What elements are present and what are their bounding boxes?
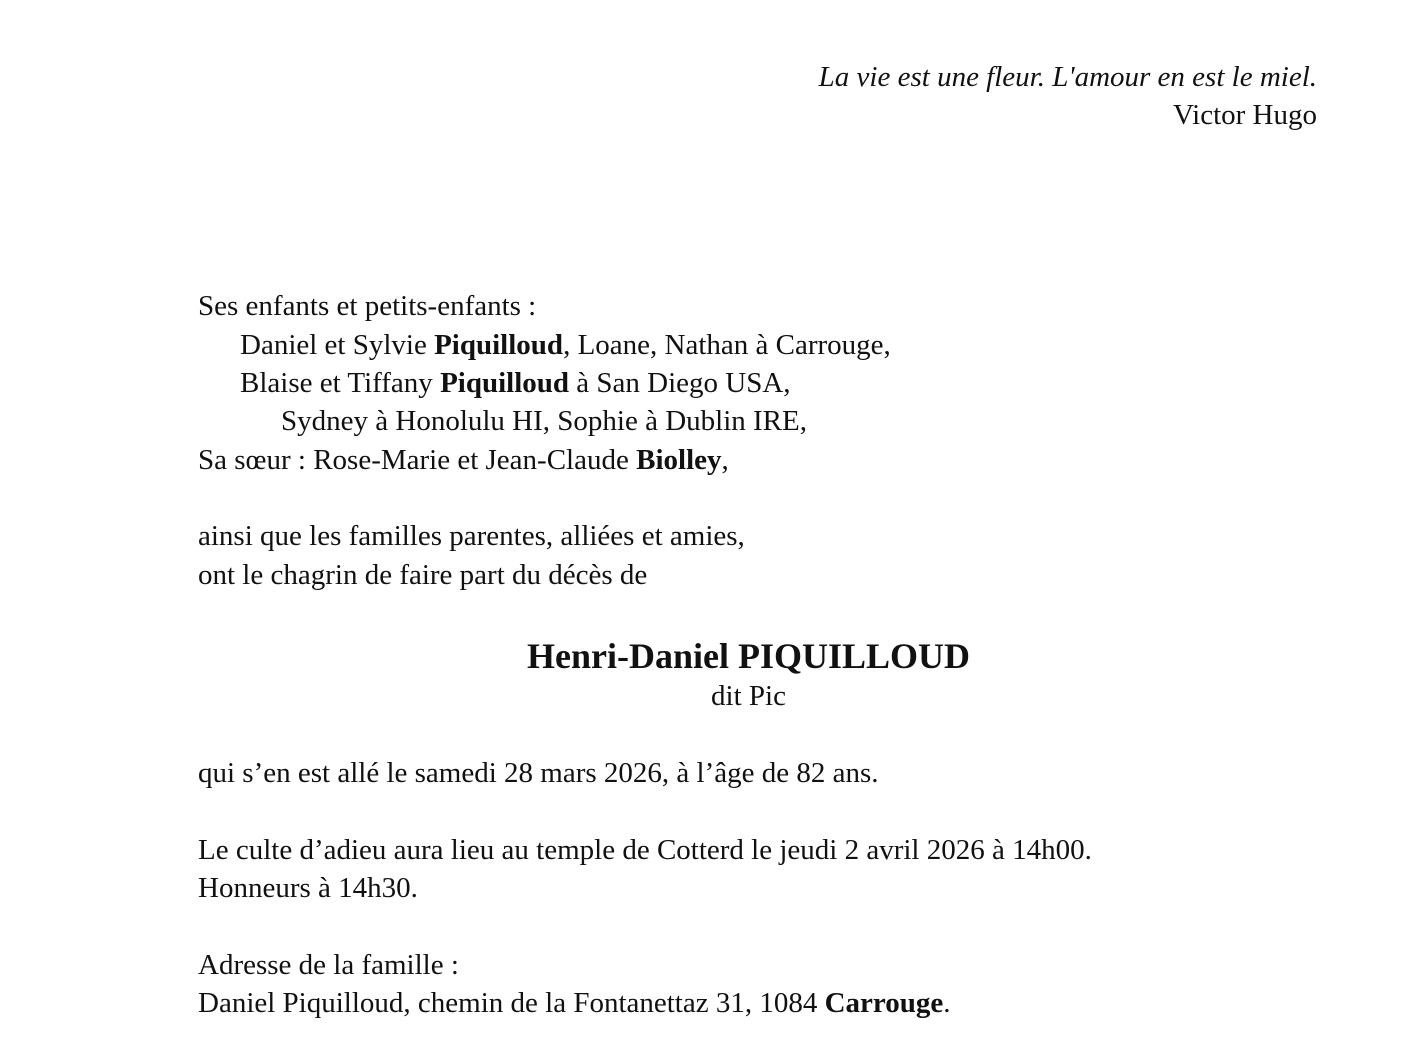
deceased-nickname: dit Pic — [711, 680, 786, 712]
epigraph — [517, 58, 1317, 134]
announcement-line-2: ont le chagrin de faire part du décès de — [198, 559, 648, 591]
deceased-name: Henri-Daniel PIQUILLOUD — [526, 636, 970, 676]
family-line-daniel — [240, 326, 891, 364]
address-prefix: Daniel Piquilloud, chemin de la Fontanettaz 31, 1084 — [198, 987, 825, 1019]
family-line-sister-surname: Biolley — [636, 444, 722, 476]
family-line-blaise-first: Blaise et Tiffany — [240, 367, 441, 399]
family-line-sister — [198, 441, 729, 479]
announcement-line-1: ainsi que les familles parentes, alliées et amies, — [198, 520, 745, 552]
family-line-blaise — [240, 364, 791, 402]
family-line-daniel-first: Daniel et Sylvie — [240, 329, 435, 361]
service-line-2: Honneurs à 14h30. — [198, 872, 418, 904]
family-line-grandchildren: Sydney à Honolulu HI, Sophie à Dublin IRE, — [281, 405, 807, 437]
family-line-sister-first: Sa sœur : Rose-Marie et Jean-Claude — [198, 444, 637, 476]
address-line — [198, 984, 951, 1022]
address-town: Carrouge — [824, 987, 944, 1019]
death-line: qui s’en est allé le samedi 28 mars 2026, à l’âge de 82 ans. — [198, 757, 879, 789]
family-line-daniel-surname: Piquilloud — [434, 329, 564, 361]
children-heading: Ses enfants et petits-enfants : — [198, 290, 537, 322]
address-heading: Adresse de la famille : — [198, 949, 459, 981]
family-line-blaise-surname: Piquilloud — [440, 367, 570, 399]
family-line-blaise-rest: à San Diego USA, — [569, 367, 791, 399]
address-suffix: . — [943, 987, 951, 1019]
family-line-daniel-rest: , Loane, Nathan à Carrouge, — [563, 329, 891, 361]
epigraph-quote: La vie est une fleur. L'amour en est le miel. — [818, 61, 1317, 93]
epigraph-author: Victor Hugo — [1172, 99, 1317, 131]
family-line-sister-rest: , — [721, 444, 729, 476]
service-line-1: Le culte d’adieu aura lieu au temple de Cotterd le jeudi 2 avril 2026 à 14h00. — [198, 834, 1092, 866]
